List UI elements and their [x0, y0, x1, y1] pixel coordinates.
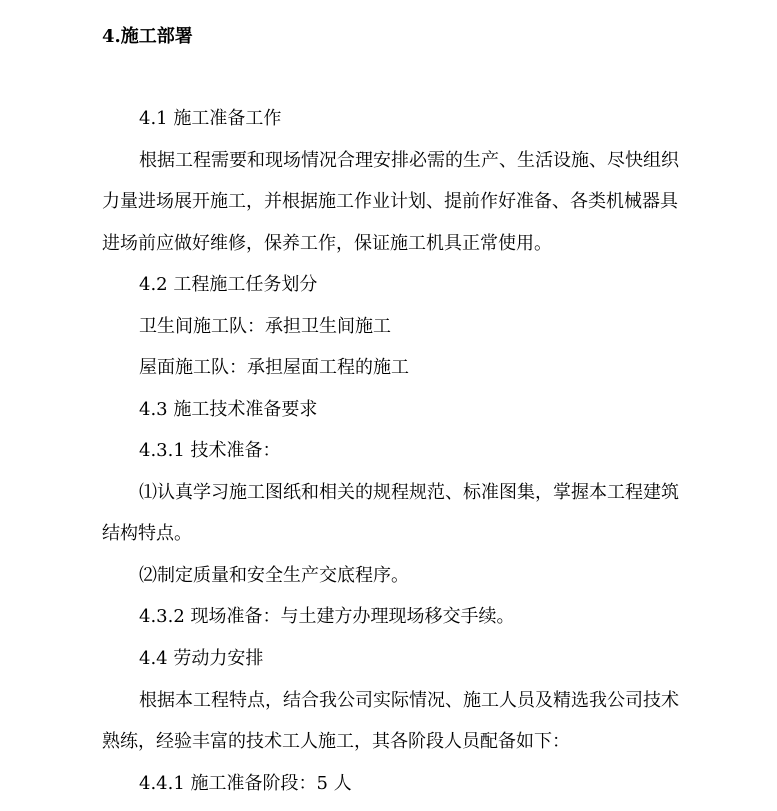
subsection-heading-4-4: 4.4 劳动力安排 — [139, 648, 264, 669]
staffing-preparation-stage: 4.4.1 施工准备阶段：5 人 — [139, 773, 352, 794]
paragraph-4-1-line-1: 根据工程需要和现场情况合理安排必需的生产、生活设施、尽快组织 — [139, 150, 679, 171]
subsection-heading-4-2: 4.2 工程施工任务划分 — [139, 274, 318, 295]
paragraph-4-4-line-2: 熟练，经验丰富的技术工人施工，其各阶段人员配备如下： — [102, 731, 570, 752]
section-heading: 4.施工部署 — [102, 26, 193, 47]
task-item-bathroom: 卫生间施工队：承担卫生间施工 — [139, 316, 391, 337]
task-item-roof: 屋面施工队：承担屋面工程的施工 — [139, 357, 409, 378]
subsection-heading-4-3: 4.3 施工技术准备要求 — [139, 399, 318, 420]
site-preparation: 4.3.2 现场准备：与土建方办理现场移交手续。 — [139, 606, 515, 627]
paragraph-4-4-line-1: 根据本工程特点，结合我公司实际情况、施工人员及精选我公司技术 — [139, 690, 679, 711]
tech-item-1-line-2: 结构特点。 — [102, 523, 192, 544]
tech-item-2: ⑵制定质量和安全生产交底程序。 — [139, 565, 409, 586]
subsection-heading-4-1: 4.1 施工准备工作 — [139, 108, 282, 129]
tech-item-1-line-1: ⑴认真学习施工图纸和相关的规程规范、标准图集，掌握本工程建筑 — [139, 482, 679, 503]
paragraph-4-1-line-3: 进场前应做好维修，保养工作，保证施工机具正常使用。 — [102, 233, 552, 254]
subsection-heading-4-3-1: 4.3.1 技术准备： — [139, 440, 281, 461]
paragraph-4-1-line-2: 力量进场展开施工，并根据施工作业计划、提前作好准备、各类机械器具 — [102, 191, 678, 212]
